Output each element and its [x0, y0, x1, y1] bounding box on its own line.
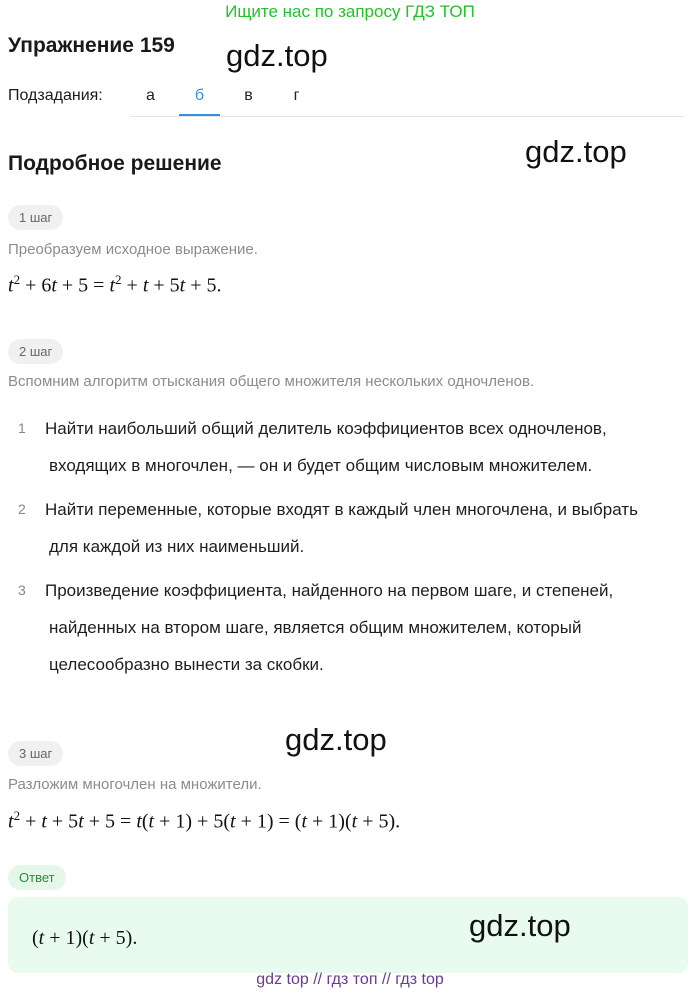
footer-links: gdz top // гдз топ // гдз top: [256, 971, 444, 988]
watermark: gdz.top: [525, 134, 627, 169]
list-item: [18, 572, 688, 683]
list-item-text: для каждой из них наименьший.: [49, 537, 305, 556]
solution-heading: Подробное решение: [8, 152, 222, 175]
step-description: Вспомним алгоритм отыскания общего множителя нескольких одночленов.: [8, 373, 535, 390]
list-item: [18, 410, 688, 484]
step3-formula: $t^2 + t + 5t + 5 = t(t + 1) + 5(t + 1) = (t + 1)(t + 5)$.: [8, 808, 401, 833]
list-item-text: найденных на втором шаге, является общим множителем, который: [49, 618, 582, 637]
answer-box: [8, 897, 688, 973]
list-item-text: Найти наибольший общий делитель коэффициентов всех одночленов,: [45, 419, 607, 438]
tab-a[interactable]: а: [146, 87, 155, 104]
step1-formula: $t^2 + 6t + 5 = t^2 + t + 5t + 5$.: [8, 272, 222, 297]
subtasks-tabs: [130, 78, 685, 117]
list-item-number: 3: [18, 582, 26, 598]
step-description: Преобразуем исходное выражение.: [8, 241, 258, 258]
list-item-number: 1: [18, 420, 26, 436]
list-item-text: Произведение коэффициента, найденного на первом шаге, и степеней,: [45, 581, 614, 600]
list-item-text: целесообразно вынести за скобки.: [49, 655, 324, 674]
algorithm-list: [18, 410, 688, 690]
subtasks-label: Подзадания:: [8, 87, 103, 104]
tab-g[interactable]: г: [293, 87, 300, 104]
step-badge: 3 шаг: [8, 741, 63, 766]
step-badge: 2 шаг: [8, 339, 63, 364]
promo-banner: Ищите нас по запросу ГДЗ ТОП: [225, 2, 475, 21]
page-title: Упражнение 159: [8, 34, 175, 57]
list-item: [18, 491, 688, 565]
list-item-number: 2: [18, 501, 26, 517]
answer-badge: Ответ: [8, 865, 66, 890]
tab-v[interactable]: в: [244, 87, 253, 104]
watermark: gdz.top: [285, 722, 387, 757]
step-description: Разложим многочлен на множители.: [8, 776, 262, 793]
answer-formula: (t + 1)(t + 5).: [32, 927, 138, 949]
list-item-text: Найти переменные, которые входят в каждый член многочлена, и выбрать: [45, 500, 638, 519]
watermark: gdz.top: [469, 908, 571, 943]
step-badge: 1 шаг: [8, 205, 63, 230]
watermark: gdz.top: [226, 38, 328, 73]
list-item-text: входящих в многочлен, — он и будет общим числовым множителем.: [49, 456, 593, 475]
tab-b[interactable]: б: [179, 78, 220, 116]
